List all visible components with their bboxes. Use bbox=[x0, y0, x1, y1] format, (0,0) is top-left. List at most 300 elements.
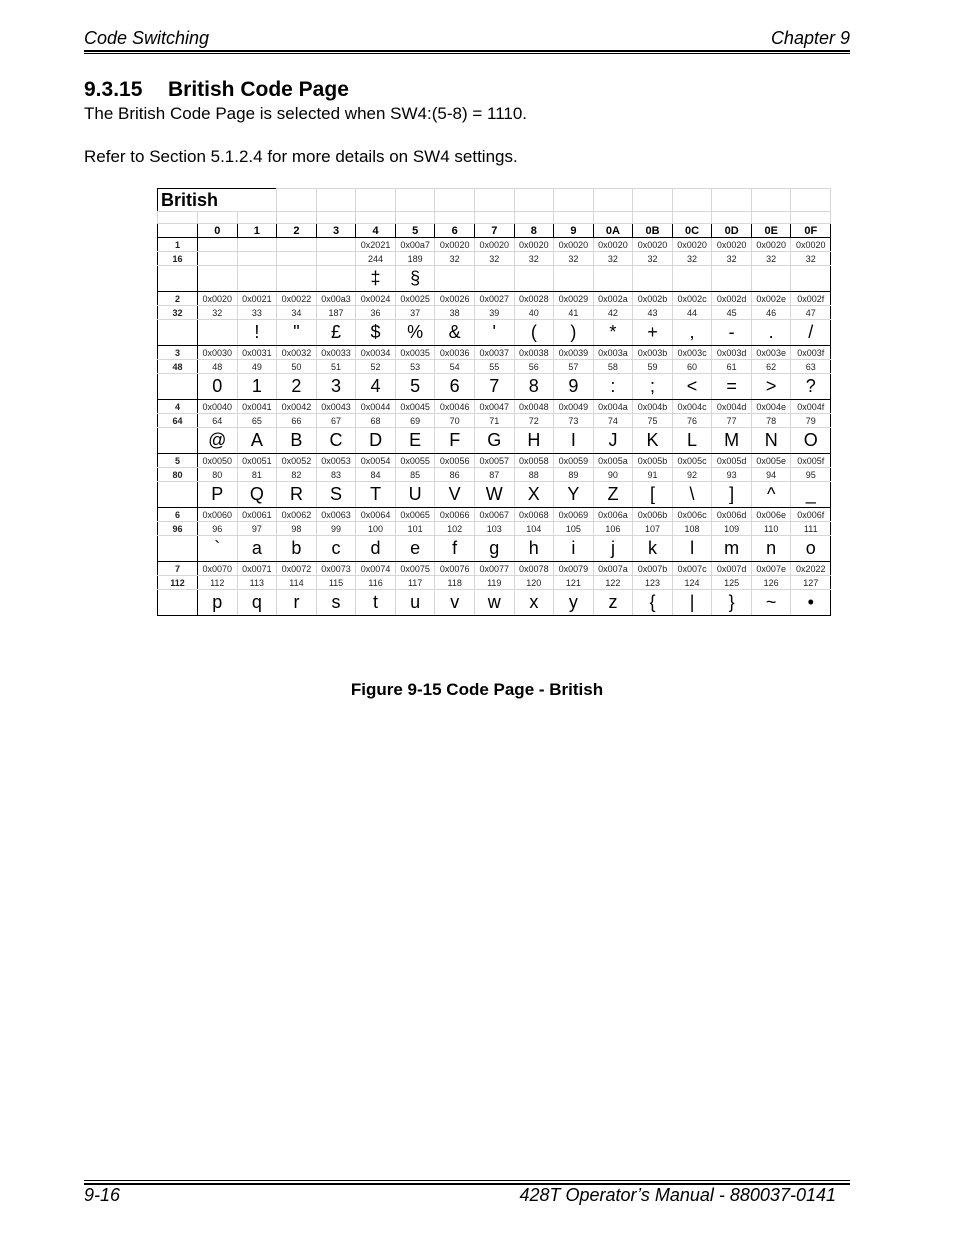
glyph bbox=[791, 266, 831, 292]
glyph: S bbox=[316, 482, 356, 508]
footer-rule-thin bbox=[84, 1180, 850, 1181]
glyph: @ bbox=[198, 428, 238, 454]
hex-code: 0x0029 bbox=[554, 292, 594, 306]
glyph: Z bbox=[593, 482, 633, 508]
decimal-code: 54 bbox=[435, 360, 475, 374]
glyph: T bbox=[356, 482, 396, 508]
decimal-code: 79 bbox=[791, 414, 831, 428]
decimal-code: 59 bbox=[633, 360, 673, 374]
blank-cell bbox=[593, 212, 633, 224]
hex-code: 0x006e bbox=[751, 508, 791, 522]
glyph: E bbox=[395, 428, 435, 454]
hex-code: 0x0061 bbox=[237, 508, 277, 522]
glyph bbox=[751, 266, 791, 292]
glyph: U bbox=[395, 482, 435, 508]
decimal-code: 36 bbox=[356, 306, 396, 320]
blank-cell bbox=[672, 212, 712, 224]
blank-cell bbox=[435, 212, 475, 224]
hex-code: 0x0062 bbox=[277, 508, 317, 522]
hex-code: 0x007d bbox=[712, 562, 752, 576]
decimal-code: 42 bbox=[593, 306, 633, 320]
hex-row bbox=[158, 508, 831, 522]
decimal-code: 96 bbox=[198, 522, 238, 536]
row-glyph-spacer bbox=[158, 266, 198, 292]
column-header: 0E bbox=[751, 224, 791, 238]
decimal-code: 50 bbox=[277, 360, 317, 374]
hex-code bbox=[237, 238, 277, 252]
section-heading bbox=[84, 78, 349, 102]
glyph: ~ bbox=[751, 590, 791, 616]
blank-cell bbox=[316, 189, 356, 212]
row-hex-label: 2 bbox=[158, 292, 198, 306]
glyph: Y bbox=[554, 482, 594, 508]
hex-code: 0x0043 bbox=[316, 400, 356, 414]
decimal-code: 40 bbox=[514, 306, 554, 320]
glyph: R bbox=[277, 482, 317, 508]
decimal-code: 76 bbox=[672, 414, 712, 428]
hex-code: 0x0074 bbox=[356, 562, 396, 576]
blank-cell bbox=[672, 189, 712, 212]
figure-caption: Figure 9-15 Code Page - British bbox=[350, 680, 604, 699]
hex-code: 0x0033 bbox=[316, 346, 356, 360]
glyph bbox=[435, 266, 475, 292]
decimal-row bbox=[158, 360, 831, 374]
glyph: > bbox=[751, 374, 791, 400]
hex-code: 0x0070 bbox=[198, 562, 238, 576]
hex-code: 0x0020 bbox=[751, 238, 791, 252]
glyph: 3 bbox=[316, 374, 356, 400]
decimal-code: 84 bbox=[356, 468, 396, 482]
column-header: 0A bbox=[593, 224, 633, 238]
decimal-code: 32 bbox=[791, 252, 831, 266]
decimal-code: 99 bbox=[316, 522, 356, 536]
decimal-code: 48 bbox=[198, 360, 238, 374]
glyph: 7 bbox=[474, 374, 514, 400]
decimal-code: 89 bbox=[554, 468, 594, 482]
glyph: 9 bbox=[554, 374, 594, 400]
decimal-code: 32 bbox=[672, 252, 712, 266]
glyph: £ bbox=[316, 320, 356, 346]
hex-code: 0x0058 bbox=[514, 454, 554, 468]
hex-code: 0x0076 bbox=[435, 562, 475, 576]
glyph: P bbox=[198, 482, 238, 508]
hex-code: 0x0055 bbox=[395, 454, 435, 468]
hex-code bbox=[198, 238, 238, 252]
section-title: British Code Page bbox=[168, 78, 349, 101]
glyph: 4 bbox=[356, 374, 396, 400]
decimal-code: 75 bbox=[633, 414, 673, 428]
glyph: | bbox=[672, 590, 712, 616]
corner-cell bbox=[158, 224, 198, 238]
glyph: v bbox=[435, 590, 475, 616]
glyph bbox=[198, 266, 238, 292]
hex-code: 0x0020 bbox=[435, 238, 475, 252]
decimal-code: 86 bbox=[435, 468, 475, 482]
hex-code: 0x005f bbox=[791, 454, 831, 468]
glyph: \ bbox=[672, 482, 712, 508]
decimal-code: 123 bbox=[633, 576, 673, 590]
hex-code: 0x0050 bbox=[198, 454, 238, 468]
column-header: 0 bbox=[198, 224, 238, 238]
decimal-code: 102 bbox=[435, 522, 475, 536]
header-rule bbox=[84, 50, 850, 52]
glyph: < bbox=[672, 374, 712, 400]
blank-cell bbox=[751, 189, 791, 212]
glyph: 0 bbox=[198, 374, 238, 400]
glyph: f bbox=[435, 536, 475, 562]
glyph: ? bbox=[791, 374, 831, 400]
hex-code: 0x0054 bbox=[356, 454, 396, 468]
hex-code: 0x0049 bbox=[554, 400, 594, 414]
row-hex-label: 3 bbox=[158, 346, 198, 360]
hex-code: 0x004a bbox=[593, 400, 633, 414]
glyph: q bbox=[237, 590, 277, 616]
section-number: 9.3.15 bbox=[84, 78, 143, 101]
glyph: ^ bbox=[751, 482, 791, 508]
glyph bbox=[514, 266, 554, 292]
glyph: , bbox=[672, 320, 712, 346]
glyph: _ bbox=[791, 482, 831, 508]
hex-code: 0x0022 bbox=[277, 292, 317, 306]
row-hex-label: 5 bbox=[158, 454, 198, 468]
decimal-code: 52 bbox=[356, 360, 396, 374]
hex-code: 0x0038 bbox=[514, 346, 554, 360]
decimal-code: 100 bbox=[356, 522, 396, 536]
blank-cell bbox=[514, 189, 554, 212]
hex-code: 0x0078 bbox=[514, 562, 554, 576]
glyph: + bbox=[633, 320, 673, 346]
hex-row bbox=[158, 562, 831, 576]
glyph: 2 bbox=[277, 374, 317, 400]
decimal-code: 32 bbox=[633, 252, 673, 266]
glyph: ` bbox=[198, 536, 238, 562]
intro-paragraph: The British Code Page is selected when SW4:(5-8) = 1110. bbox=[84, 104, 528, 123]
glyph: I bbox=[554, 428, 594, 454]
decimal-code: 43 bbox=[633, 306, 673, 320]
decimal-code: 53 bbox=[395, 360, 435, 374]
decimal-code: 51 bbox=[316, 360, 356, 374]
decimal-code: 68 bbox=[356, 414, 396, 428]
glyph: h bbox=[514, 536, 554, 562]
decimal-code: 103 bbox=[474, 522, 514, 536]
decimal-code: 32 bbox=[751, 252, 791, 266]
decimal-code: 122 bbox=[593, 576, 633, 590]
decimal-code: 32 bbox=[435, 252, 475, 266]
glyph: § bbox=[395, 266, 435, 292]
glyph: { bbox=[633, 590, 673, 616]
decimal-code: 110 bbox=[751, 522, 791, 536]
blank-cell bbox=[474, 212, 514, 224]
decimal-code: 98 bbox=[277, 522, 317, 536]
hex-code: 0x003f bbox=[791, 346, 831, 360]
glyph: / bbox=[791, 320, 831, 346]
hex-code: 0x003a bbox=[593, 346, 633, 360]
decimal-code: 45 bbox=[712, 306, 752, 320]
decimal-code: 55 bbox=[474, 360, 514, 374]
hex-code: 0x0040 bbox=[198, 400, 238, 414]
hex-code: 0x0073 bbox=[316, 562, 356, 576]
hex-code: 0x006f bbox=[791, 508, 831, 522]
hex-code: 0x0045 bbox=[395, 400, 435, 414]
glyph-row bbox=[158, 428, 831, 454]
table-title-row bbox=[158, 189, 831, 212]
decimal-code: 34 bbox=[277, 306, 317, 320]
hex-code: 0x003b bbox=[633, 346, 673, 360]
hex-code: 0x0024 bbox=[356, 292, 396, 306]
glyph: m bbox=[712, 536, 752, 562]
glyph: ) bbox=[554, 320, 594, 346]
glyph: J bbox=[593, 428, 633, 454]
hex-code: 0x0031 bbox=[237, 346, 277, 360]
glyph: ‡ bbox=[356, 266, 396, 292]
row-hex-label: 6 bbox=[158, 508, 198, 522]
hex-code: 0x2021 bbox=[356, 238, 396, 252]
blank-cell bbox=[198, 212, 238, 224]
decimal-code: 83 bbox=[316, 468, 356, 482]
hex-code: 0x0079 bbox=[554, 562, 594, 576]
glyph: N bbox=[751, 428, 791, 454]
decimal-code: 44 bbox=[672, 306, 712, 320]
decimal-code: 97 bbox=[237, 522, 277, 536]
hex-code: 0x0020 bbox=[712, 238, 752, 252]
decimal-code: 69 bbox=[395, 414, 435, 428]
hex-code: 0x0036 bbox=[435, 346, 475, 360]
decimal-code: 120 bbox=[514, 576, 554, 590]
blank-cell bbox=[395, 189, 435, 212]
glyph: t bbox=[356, 590, 396, 616]
glyph: z bbox=[593, 590, 633, 616]
hex-code: 0x0027 bbox=[474, 292, 514, 306]
hex-code: 0x0025 bbox=[395, 292, 435, 306]
decimal-code: 64 bbox=[198, 414, 238, 428]
decimal-code: 73 bbox=[554, 414, 594, 428]
glyph: j bbox=[593, 536, 633, 562]
manual-title: 428T Operator’s Manual - 880037-0141 bbox=[519, 1185, 836, 1205]
hex-code: 0x0052 bbox=[277, 454, 317, 468]
decimal-code: 125 bbox=[712, 576, 752, 590]
glyph: y bbox=[554, 590, 594, 616]
glyph: d bbox=[356, 536, 396, 562]
column-header-row bbox=[158, 224, 831, 238]
decimal-code: 49 bbox=[237, 360, 277, 374]
row-glyph-spacer bbox=[158, 374, 198, 400]
hex-code: 0x0047 bbox=[474, 400, 514, 414]
column-header: 7 bbox=[474, 224, 514, 238]
page-number: 9-16 bbox=[84, 1185, 121, 1205]
hex-code: 0x0020 bbox=[791, 238, 831, 252]
hex-code: 0x0021 bbox=[237, 292, 277, 306]
glyph: L bbox=[672, 428, 712, 454]
row-dec-label: 112 bbox=[158, 576, 198, 590]
decimal-code: 187 bbox=[316, 306, 356, 320]
hex-code: 0x004e bbox=[751, 400, 791, 414]
decimal-code: 67 bbox=[316, 414, 356, 428]
decimal-code: 32 bbox=[593, 252, 633, 266]
glyph bbox=[633, 266, 673, 292]
hex-code bbox=[316, 238, 356, 252]
decimal-code: 37 bbox=[395, 306, 435, 320]
glyph bbox=[554, 266, 594, 292]
glyph-row bbox=[158, 374, 831, 400]
column-header: 3 bbox=[316, 224, 356, 238]
decimal-row bbox=[158, 522, 831, 536]
decimal-code: 56 bbox=[514, 360, 554, 374]
glyph: D bbox=[356, 428, 396, 454]
hex-code: 0x0077 bbox=[474, 562, 514, 576]
decimal-code: 38 bbox=[435, 306, 475, 320]
decimal-row bbox=[158, 468, 831, 482]
decimal-code: 114 bbox=[277, 576, 317, 590]
glyph: = bbox=[712, 374, 752, 400]
hex-code: 0x0057 bbox=[474, 454, 514, 468]
blank-cell bbox=[395, 212, 435, 224]
hex-code: 0x0034 bbox=[356, 346, 396, 360]
blank-cell bbox=[791, 212, 831, 224]
decimal-code bbox=[198, 252, 238, 266]
hex-code: 0x0041 bbox=[237, 400, 277, 414]
glyph: % bbox=[395, 320, 435, 346]
decimal-code: 77 bbox=[712, 414, 752, 428]
table-spacer-row bbox=[158, 212, 831, 224]
blank-cell bbox=[751, 212, 791, 224]
glyph: n bbox=[751, 536, 791, 562]
hex-code: 0x0030 bbox=[198, 346, 238, 360]
hex-code: 0x0026 bbox=[435, 292, 475, 306]
blank-cell bbox=[435, 189, 475, 212]
hex-code: 0x0046 bbox=[435, 400, 475, 414]
blank-cell bbox=[158, 212, 198, 224]
column-header: 8 bbox=[514, 224, 554, 238]
hex-row bbox=[158, 346, 831, 360]
glyph: ' bbox=[474, 320, 514, 346]
hex-code: 0x003d bbox=[712, 346, 752, 360]
glyph-row bbox=[158, 320, 831, 346]
glyph: ] bbox=[712, 482, 752, 508]
glyph: c bbox=[316, 536, 356, 562]
hex-code: 0x0066 bbox=[435, 508, 475, 522]
hex-code: 0x0020 bbox=[474, 238, 514, 252]
hex-code: 0x007a bbox=[593, 562, 633, 576]
glyph: O bbox=[791, 428, 831, 454]
decimal-code: 117 bbox=[395, 576, 435, 590]
hex-code: 0x0059 bbox=[554, 454, 594, 468]
glyph: u bbox=[395, 590, 435, 616]
row-dec-label: 32 bbox=[158, 306, 198, 320]
hex-code: 0x0064 bbox=[356, 508, 396, 522]
column-header: 0C bbox=[672, 224, 712, 238]
glyph bbox=[474, 266, 514, 292]
glyph: e bbox=[395, 536, 435, 562]
decimal-code bbox=[237, 252, 277, 266]
decimal-code: 124 bbox=[672, 576, 712, 590]
glyph bbox=[672, 266, 712, 292]
glyph: H bbox=[514, 428, 554, 454]
decimal-code: 119 bbox=[474, 576, 514, 590]
decimal-code: 94 bbox=[751, 468, 791, 482]
column-header: 0F bbox=[791, 224, 831, 238]
glyph: ; bbox=[633, 374, 673, 400]
hex-code: 0x0020 bbox=[672, 238, 712, 252]
decimal-code bbox=[277, 252, 317, 266]
hex-code: 0x002c bbox=[672, 292, 712, 306]
hex-code: 0x0060 bbox=[198, 508, 238, 522]
column-header: 5 bbox=[395, 224, 435, 238]
column-header: 0B bbox=[633, 224, 673, 238]
glyph: - bbox=[712, 320, 752, 346]
decimal-code: 121 bbox=[554, 576, 594, 590]
row-dec-label: 80 bbox=[158, 468, 198, 482]
decimal-code: 81 bbox=[237, 468, 277, 482]
blank-cell bbox=[712, 212, 752, 224]
decimal-code: 116 bbox=[356, 576, 396, 590]
glyph: x bbox=[514, 590, 554, 616]
row-hex-label: 7 bbox=[158, 562, 198, 576]
glyph-row bbox=[158, 266, 831, 292]
glyph: a bbox=[237, 536, 277, 562]
hex-code: 0x0065 bbox=[395, 508, 435, 522]
decimal-code: 32 bbox=[554, 252, 594, 266]
column-header: 9 bbox=[554, 224, 594, 238]
header-section-title: Code Switching bbox=[84, 28, 210, 48]
glyph: g bbox=[474, 536, 514, 562]
glyph: F bbox=[435, 428, 475, 454]
blank-cell bbox=[514, 212, 554, 224]
hex-code: 0x002f bbox=[791, 292, 831, 306]
hex-code: 0x00a7 bbox=[395, 238, 435, 252]
decimal-code: 39 bbox=[474, 306, 514, 320]
decimal-code: 91 bbox=[633, 468, 673, 482]
blank-cell bbox=[633, 189, 673, 212]
glyph: o bbox=[791, 536, 831, 562]
hex-code: 0x007e bbox=[751, 562, 791, 576]
decimal-row bbox=[158, 306, 831, 320]
decimal-code: 61 bbox=[712, 360, 752, 374]
blank-cell bbox=[791, 189, 831, 212]
glyph: [ bbox=[633, 482, 673, 508]
glyph: " bbox=[277, 320, 317, 346]
glyph: b bbox=[277, 536, 317, 562]
glyph: } bbox=[712, 590, 752, 616]
glyph: A bbox=[237, 428, 277, 454]
hex-code bbox=[277, 238, 317, 252]
glyph: ( bbox=[514, 320, 554, 346]
glyph: 5 bbox=[395, 374, 435, 400]
blank-cell bbox=[593, 189, 633, 212]
hex-code: 0x0020 bbox=[593, 238, 633, 252]
glyph-row bbox=[158, 590, 831, 616]
hex-code: 0x005d bbox=[712, 454, 752, 468]
decimal-code: 111 bbox=[791, 522, 831, 536]
hex-code: 0x0020 bbox=[514, 238, 554, 252]
hex-code: 0x0056 bbox=[435, 454, 475, 468]
hex-code: 0x0039 bbox=[554, 346, 594, 360]
blank-cell bbox=[474, 189, 514, 212]
hex-code: 0x006a bbox=[593, 508, 633, 522]
hex-code: 0x0051 bbox=[237, 454, 277, 468]
glyph: l bbox=[672, 536, 712, 562]
glyph: 6 bbox=[435, 374, 475, 400]
hex-code: 0x0028 bbox=[514, 292, 554, 306]
decimal-code: 57 bbox=[554, 360, 594, 374]
decimal-code: 189 bbox=[395, 252, 435, 266]
hex-code: 0x2022 bbox=[791, 562, 831, 576]
hex-code: 0x0069 bbox=[554, 508, 594, 522]
decimal-code: 118 bbox=[435, 576, 475, 590]
decimal-code: 33 bbox=[237, 306, 277, 320]
hex-code: 0x0053 bbox=[316, 454, 356, 468]
hex-code: 0x003e bbox=[751, 346, 791, 360]
row-dec-label: 64 bbox=[158, 414, 198, 428]
